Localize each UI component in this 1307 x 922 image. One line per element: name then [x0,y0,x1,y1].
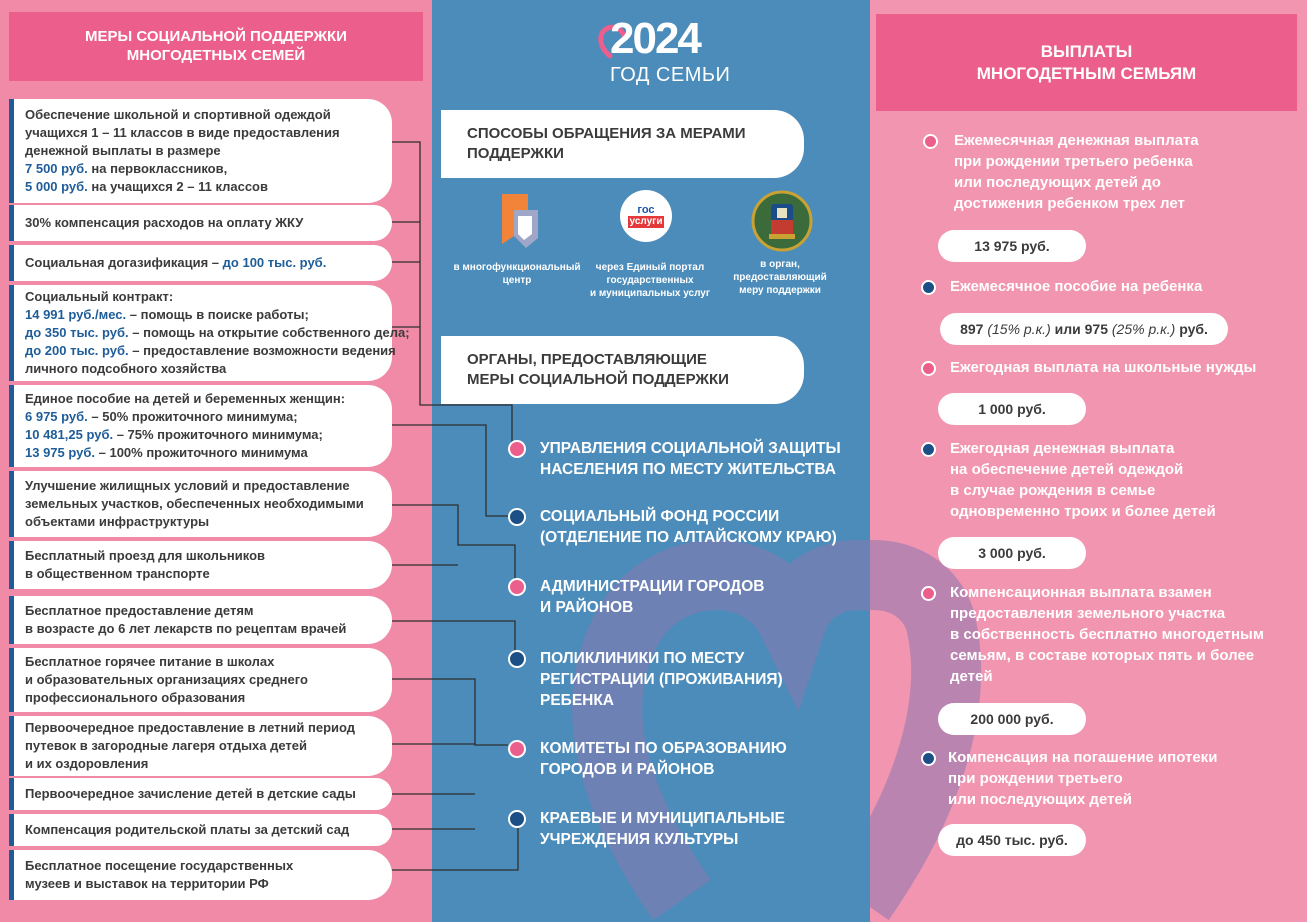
way-text: меру поддержки [739,285,821,296]
org-text: УПРАВЛЕНИЯ СОЦИАЛЬНОЙ ЗАЩИТЫ [540,440,841,457]
measure-text: на первоклассников, [87,161,228,176]
measure-line [25,124,382,142]
measure-line [25,214,382,232]
measure-text: Компенсация родительской платы за детский сад [25,822,350,837]
measure-line [25,785,382,803]
org-dot [508,650,526,668]
org-culture-institutions [508,808,785,850]
amount-text: 200 000 руб. [970,711,1054,727]
measure-text: объектами инфраструктуры [25,514,210,529]
payment-dot [921,751,936,766]
logo-year: 2024 [610,14,700,63]
measure-line [25,324,410,342]
way-text: центр [502,275,532,286]
right-header-line: ВЫПЛАТЫ [1040,42,1133,62]
org-text: КРАЕВЫЕ И МУНИЦИПАЛЬНЫЕ [540,810,786,827]
left-header-line: МЕРЫ СОЦИАЛЬНОЙ ПОДДЕРЖКИ [85,27,347,45]
measure-text: личного подсобного хозяйства [25,361,227,376]
measure-line [25,857,382,875]
payment-text: при рождении третьего ребенка [954,153,1193,170]
payment-amount [938,703,1086,735]
measure-line [25,178,382,196]
measure-text: – 75% прожиточного минимума; [113,427,323,442]
payment-text: на обеспечение детей одеждой [950,461,1184,478]
payment-dot [923,134,938,149]
measure-line [25,106,382,124]
payment-item [921,276,1202,297]
gosuslugi-badge-bottom: услуги [629,216,663,227]
measure-line [25,755,382,773]
support-measure-free-medicines [9,596,392,644]
measure-text: Социальный контракт: [25,289,174,304]
org-text: ПОЛИКЛИНИКИ ПО МЕСТУ [540,650,745,667]
payment-amount [938,393,1086,425]
payment-item [921,747,1217,810]
payment-item [921,357,1256,378]
measure-line [25,547,382,565]
amount-text: 897 [960,321,988,337]
payment-dot [921,586,936,601]
measure-line [25,689,382,707]
payment-item [921,582,1264,687]
payment-text: Компенсация на погашение ипотеки [948,749,1218,766]
measure-text: Первоочередное зачисление детей в детские сады [25,786,356,801]
measure-text: на учащихся 2 – 11 классов [87,179,268,194]
measure-line [25,360,382,378]
way-text: и муниципальных услуг [589,288,711,299]
payment-text: одновременно троих и более детей [950,503,1216,520]
ways-header-line: ПОДДЕРЖКИ [467,145,564,162]
measure-amount: 14 991 руб./мес. [25,307,127,322]
ways-header-line: СПОСОБЫ ОБРАЩЕНИЯ ЗА МЕРАМИ [467,125,746,142]
payment-text: Ежегодная денежная выплата [950,440,1175,457]
payment-text: Ежемесячная денежная выплата [954,132,1199,149]
logo-subtitle: ГОД СЕМЬИ [610,64,731,86]
amount-text: или 975 [1050,321,1112,337]
orgs-header [441,336,804,404]
payment-text: достижения ребенком трех лет [954,195,1185,212]
measure-line [25,513,382,531]
org-text: РЕГИСТРАЦИИ (ПРОЖИВАНИЯ) [540,671,783,688]
payment-text: или последующих детей до [954,174,1161,191]
support-measure-kindergarten-compensation [9,814,392,846]
measure-text: музеев и выставок на территории РФ [25,876,269,891]
measure-text: 30% компенсация расходов на оплату ЖКУ [25,215,304,230]
left-header-line: МНОГОДЕТНЫХ СЕМЕЙ [126,46,306,64]
way-gosuslugi [582,261,718,300]
measure-text: – 100% прожиточного минимума [95,445,308,460]
measure-line [25,875,382,893]
payment-amount [938,230,1086,262]
payment-dot [921,280,936,295]
org-dot [508,810,526,828]
ways-header [441,110,804,178]
measure-text: Бесплатный проезд для школьников [25,548,266,563]
measure-text: Бесплатное горячее питание в школах [25,654,275,669]
org-social-fund [508,506,837,548]
measure-line [25,602,382,620]
measure-text: денежной выплаты в размере [25,143,221,158]
payment-text: детей [950,668,993,685]
amount-text: (25% р.к.) [1111,321,1176,337]
way-authority [722,258,838,297]
payment-item [921,438,1216,522]
measure-line [25,160,382,178]
org-text: СОЦИАЛЬНЫЙ ФОНД РОССИИ [540,508,780,525]
payment-text: Ежемесячное пособие на ребенка [950,278,1203,295]
support-measure-museums [9,850,392,900]
org-text: И РАЙОНОВ [540,599,634,616]
measure-line [25,288,382,306]
support-measure-summer-camps [9,716,392,776]
measure-amount: до 100 тыс. руб. [222,255,327,270]
measure-line [25,495,382,513]
org-clinics [508,648,783,711]
measure-text: Бесплатное предоставление детям [25,603,254,618]
orgs-header-line: МЕРЫ СОЦИАЛЬНОЙ ПОДДЕРЖКИ [467,371,729,388]
measure-text: Единое пособие на детей и беременных женщин: [25,391,346,406]
amount-text: (15% р.к.) [987,321,1051,337]
payment-text: предоставления земельного участка [950,605,1226,622]
measure-text: учащихся 1 – 11 классов в виде предоставления [25,125,340,140]
measure-amount: 7 500 руб. [25,161,88,176]
coat-of-arms-icon [751,190,813,252]
measure-amount: 5 000 руб. [25,179,88,194]
support-measure-unified-allowance [9,385,392,467]
org-dot [508,740,526,758]
measure-line [25,254,382,272]
support-measure-kindergarten-priority [9,778,392,810]
way-text: предоставляющий [733,272,827,283]
payment-text: Ежегодная выплата на школьные нужды [950,359,1257,376]
payment-amount [938,824,1086,856]
measure-text: путевок в загородные лагеря отдыха детей [25,738,308,753]
org-administrations [508,576,764,618]
payment-text: или последующих детей [948,791,1132,808]
payment-text: в случае рождения в семье [950,482,1156,499]
way-text: через Единый портал [595,262,705,273]
measure-line [25,821,382,839]
org-dot [508,578,526,596]
measure-text: профессионального образования [25,690,246,705]
org-education-committees [508,738,787,780]
org-text: НАСЕЛЕНИЯ ПО МЕСТУ ЖИТЕЛЬСТВА [540,461,836,478]
amount-text: 13 975 руб. [974,238,1050,254]
org-text: РЕБЕНКА [540,692,615,709]
measure-line [25,737,382,755]
measure-text: и образовательных организациях среднего [25,672,308,687]
measure-text: Бесплатное посещение государственных [25,858,294,873]
measure-line [25,671,382,689]
org-text: ГОРОДОВ И РАЙОНОВ [540,761,715,778]
payment-dot [921,361,936,376]
measure-amount: до 350 тыс. руб. [25,325,129,340]
orgs-header-line: ОРГАНЫ, ПРЕДОСТАВЛЯЮЩИЕ [467,351,707,368]
measure-amount: 6 975 руб. [25,409,88,424]
measure-amount: 13 975 руб. [25,445,96,460]
payment-text: в собственность бесплатно многодетным [950,626,1264,643]
measure-line [25,342,396,360]
measure-text: и их оздоровления [25,756,149,771]
measure-text: Улучшение жилищных условий и предоставление [25,478,350,493]
mfc-icon [498,192,542,250]
support-measure-gasification [9,245,392,281]
amount-text: 1 000 руб. [978,401,1046,417]
measure-line [25,426,382,444]
measure-text: – предоставление возможности ведения [128,343,396,358]
payment-text: Компенсационная выплата взамен [950,584,1212,601]
support-measure-hot-meals [9,648,392,712]
way-text: в орган, [760,259,800,270]
support-measure-utilities [9,205,392,241]
payment-amount [938,537,1086,569]
way-mfc [446,261,588,287]
support-measure-school-clothing [9,99,392,203]
measure-text: Социальная догазификация – [25,255,223,270]
way-text: в многофункциональный [453,262,581,273]
measure-text: – помощь на открытие собственного дела; [128,325,410,340]
measure-amount: 10 481,25 руб. [25,427,114,442]
measure-text: в общественном транспорте [25,566,210,581]
org-text: (ОТДЕЛЕНИЕ ПО АЛТАЙСКОМУ КРАЮ) [540,529,837,546]
payment-item [923,130,1199,214]
measure-text: – 50% прожиточного минимума; [87,409,298,424]
payment-text: при рождении третьего [948,770,1123,787]
measure-line [25,390,382,408]
measure-line [25,477,382,495]
org-social-protection [508,438,841,480]
measure-line [25,306,382,324]
org-text: АДМИНИСТРАЦИИ ГОРОДОВ [540,578,765,595]
measure-line [25,653,382,671]
org-text: КОМИТЕТЫ ПО ОБРАЗОВАНИЮ [540,740,787,757]
measure-text: Обеспечение школьной и спортивной одеждой [25,107,331,122]
measure-text: – помощь в поиске работы; [126,307,309,322]
support-measure-social-contract [9,285,410,381]
support-measure-housing [9,471,392,537]
measure-text: в возрасте до 6 лет лекарств по рецептам врачей [25,621,347,636]
amount-text: 3 000 руб. [978,545,1046,561]
gosuslugi-badge-top: гос [637,204,655,216]
org-dot [508,440,526,458]
amount-text: до 450 тыс. руб. [956,832,1068,848]
gosuslugi-icon [620,190,672,242]
payment-dot [921,442,936,457]
measure-line [25,444,382,462]
measure-line [25,620,382,638]
support-measure-free-transport [9,541,392,589]
measure-text: земельных участков, обеспеченных необходимыми [25,496,364,511]
amount-text: руб. [1175,321,1208,337]
measure-amount: до 200 тыс. руб. [25,343,129,358]
measure-line [25,142,382,160]
org-text: УЧРЕЖДЕНИЯ КУЛЬТУРЫ [540,831,739,848]
payment-amount [940,313,1228,345]
way-text: государственных [606,275,694,286]
measure-line [25,408,382,426]
measure-line [25,719,382,737]
payment-text: семьям, в составе которых пять и более [950,647,1255,664]
measure-text: Первоочередное предоставление в летний период [25,720,356,735]
org-dot [508,508,526,526]
measure-line [25,565,382,583]
right-header-line: МНОГОДЕТНЫМ СЕМЬЯМ [976,63,1197,83]
